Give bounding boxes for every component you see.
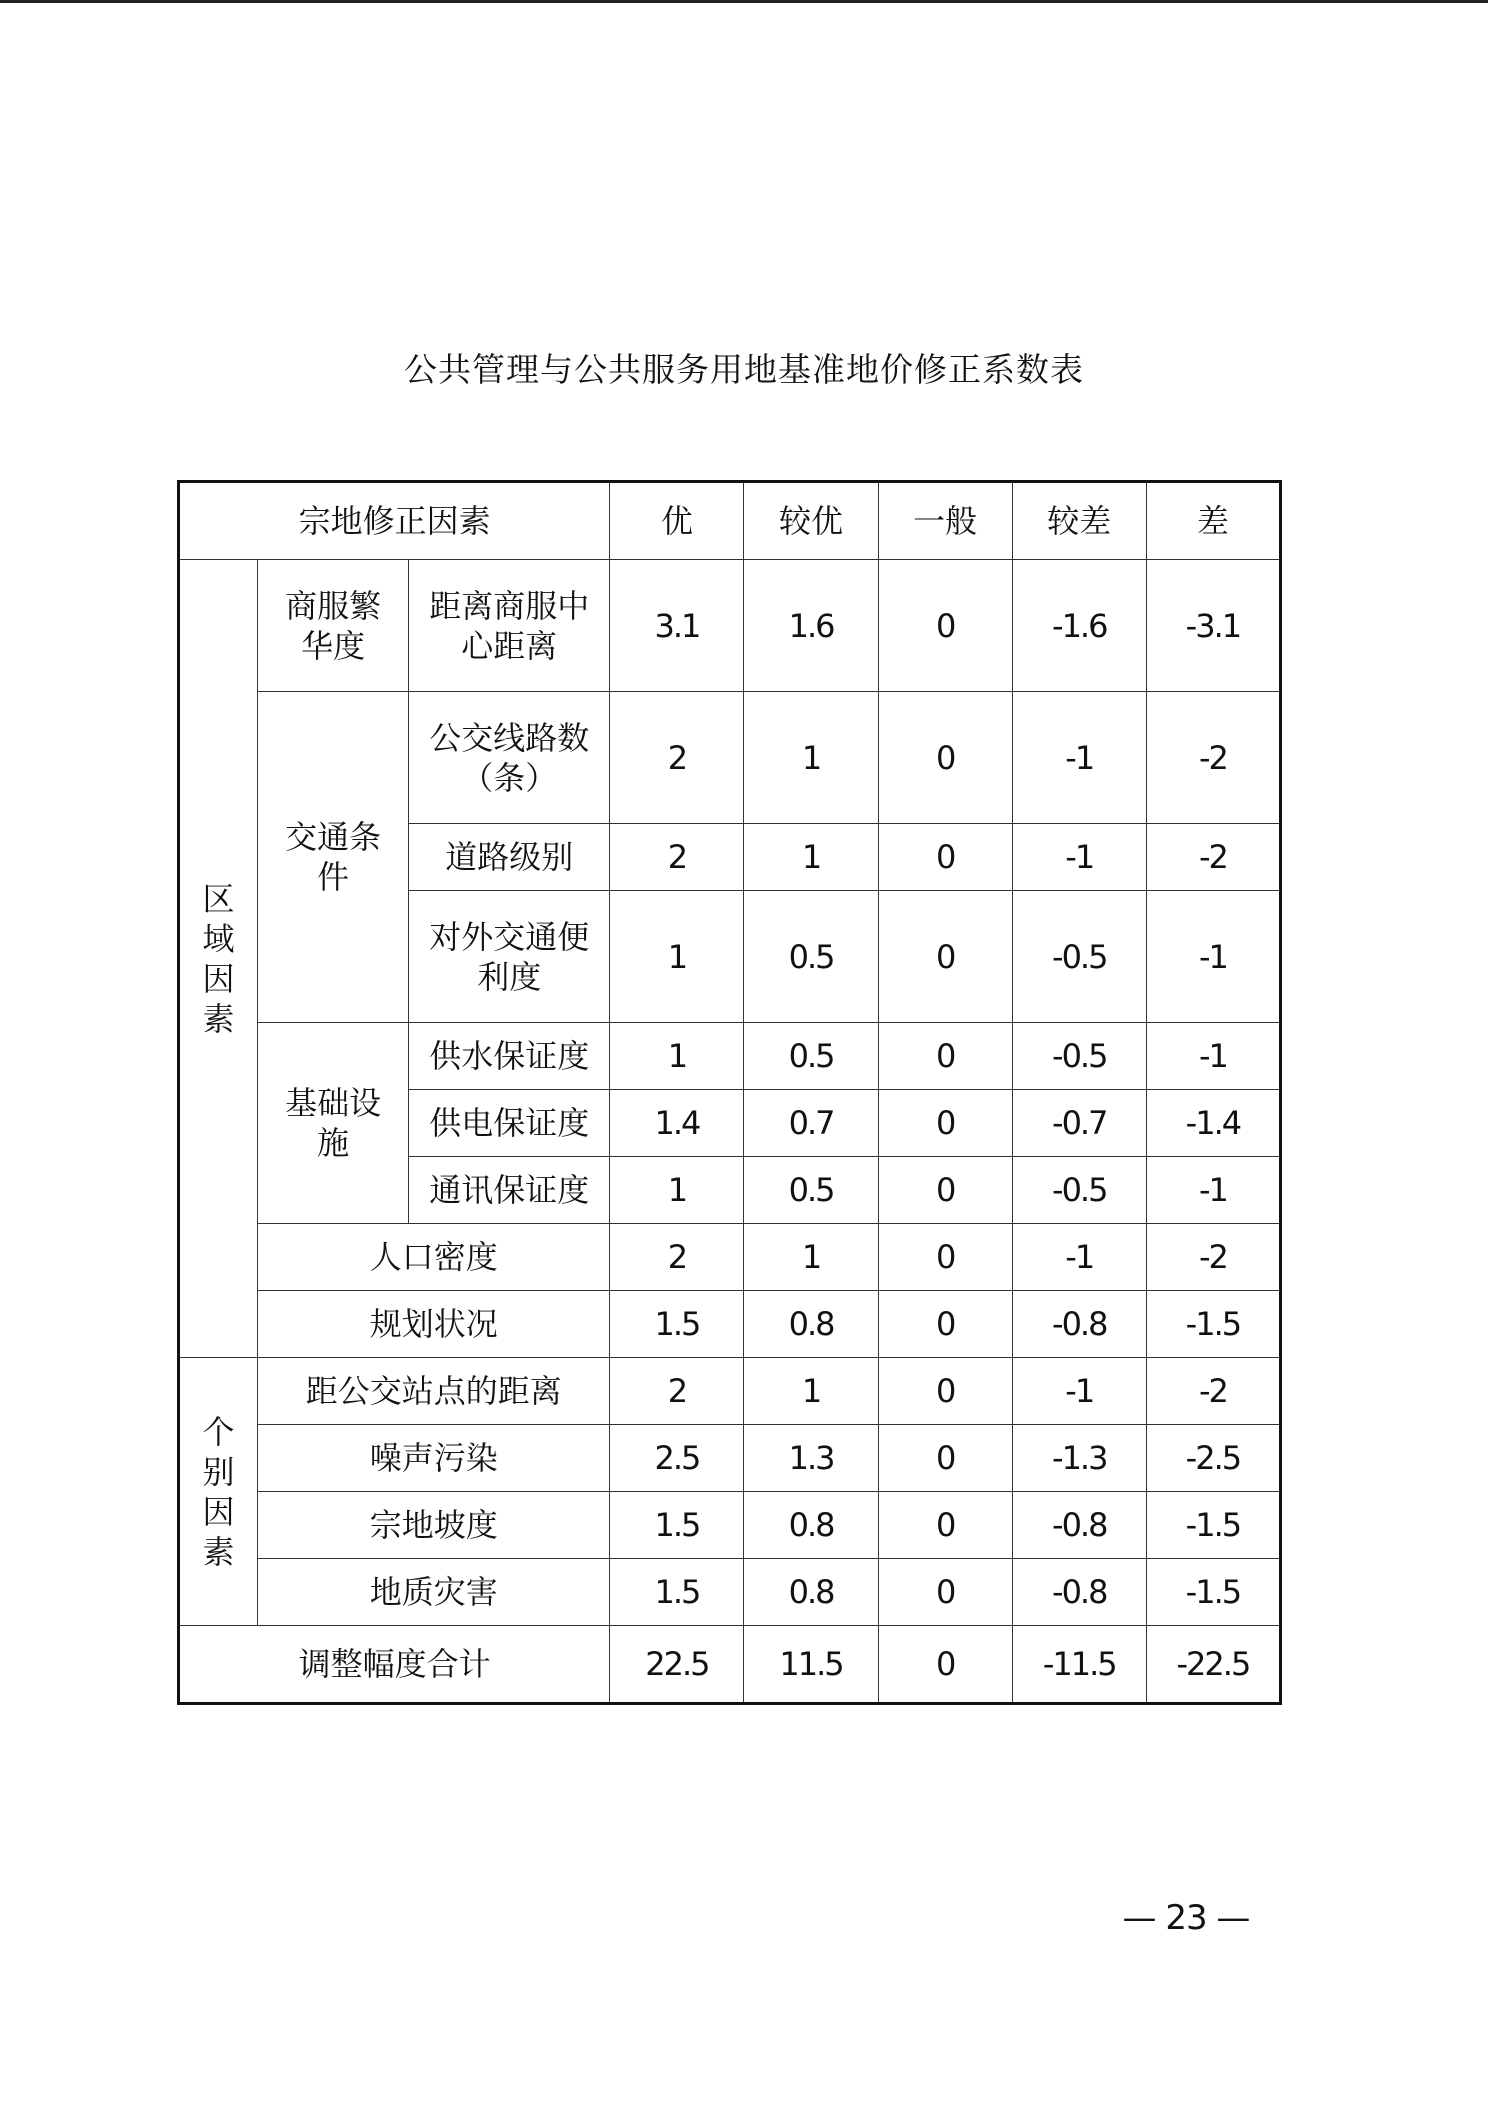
cell-value: 0 <box>878 1425 1012 1492</box>
table-row <box>179 560 1281 692</box>
cell-value: 1 <box>610 891 744 1023</box>
row-label: 地质灾害 <box>258 1559 610 1626</box>
row-label: 通讯保证度 <box>409 1157 610 1224</box>
cell-value: 1.6 <box>744 560 878 692</box>
cell-value: 0 <box>878 1559 1012 1626</box>
row-label: 公交线路数 （条） <box>409 692 610 824</box>
cell-value: -2 <box>1146 1224 1280 1291</box>
header-level: 差 <box>1146 482 1280 560</box>
row-label: 噪声污染 <box>258 1425 610 1492</box>
cell-value: 0.5 <box>744 891 878 1023</box>
cell-value: 0 <box>878 1090 1012 1157</box>
cell-value: -0.5 <box>1012 891 1146 1023</box>
total-value: -22.5 <box>1146 1626 1280 1704</box>
cell-value: 1.4 <box>610 1090 744 1157</box>
cell-value: 0 <box>878 692 1012 824</box>
correction-coefficient-table <box>177 480 1282 1705</box>
cell-value: -1 <box>1012 824 1146 891</box>
cell-value: 0.8 <box>744 1559 878 1626</box>
group-individual: 个 别 因 素 <box>179 1358 258 1626</box>
cell-value: 1 <box>744 1358 878 1425</box>
page-number: — 23 — <box>1122 1898 1250 1938</box>
cell-value: -0.5 <box>1012 1157 1146 1224</box>
cell-value: -1.4 <box>1146 1090 1280 1157</box>
cell-value: 0 <box>878 560 1012 692</box>
row-label: 道路级别 <box>409 824 610 891</box>
cell-value: 1 <box>744 1224 878 1291</box>
cell-value: -1.3 <box>1012 1425 1146 1492</box>
cell-value: -3.1 <box>1146 560 1280 692</box>
cell-value: -1.5 <box>1146 1492 1280 1559</box>
cell-value: 0.8 <box>744 1492 878 1559</box>
cell-value: 1 <box>610 1023 744 1090</box>
row-label: 距公交站点的距离 <box>258 1358 610 1425</box>
cell-value: -1 <box>1146 1157 1280 1224</box>
header-level: 一般 <box>878 482 1012 560</box>
table-row <box>179 1224 1281 1291</box>
row-label: 宗地坡度 <box>258 1492 610 1559</box>
cell-value: 1 <box>610 1157 744 1224</box>
cell-value: -1.5 <box>1146 1291 1280 1358</box>
cell-value: -2 <box>1146 1358 1280 1425</box>
cell-value: 2 <box>610 1224 744 1291</box>
cell-value: -1 <box>1012 692 1146 824</box>
table-row <box>179 1291 1281 1358</box>
cell-value: 0 <box>878 824 1012 891</box>
subgroup-commerce: 商服繁 华度 <box>258 560 409 692</box>
cell-value: 0.5 <box>744 1023 878 1090</box>
cell-value: 0 <box>878 1023 1012 1090</box>
total-value: 22.5 <box>610 1626 744 1704</box>
cell-value: 2 <box>610 824 744 891</box>
row-label: 供电保证度 <box>409 1090 610 1157</box>
cell-value: 1.5 <box>610 1291 744 1358</box>
top-rule <box>0 0 1488 3</box>
cell-value: 2 <box>610 1358 744 1425</box>
row-label: 人口密度 <box>258 1224 610 1291</box>
table-row <box>179 1559 1281 1626</box>
cell-value: -1 <box>1012 1224 1146 1291</box>
cell-value: 1.5 <box>610 1492 744 1559</box>
cell-value: 0.7 <box>744 1090 878 1157</box>
cell-value: -0.5 <box>1012 1023 1146 1090</box>
header-factor: 宗地修正因素 <box>179 482 610 560</box>
row-label: 对外交通便 利度 <box>409 891 610 1023</box>
table-row <box>179 692 1281 824</box>
cell-value: 0 <box>878 891 1012 1023</box>
cell-value: 2 <box>610 692 744 824</box>
cell-value: 1 <box>744 692 878 824</box>
header-level: 较差 <box>1012 482 1146 560</box>
row-label: 供水保证度 <box>409 1023 610 1090</box>
subgroup-traffic: 交通条 件 <box>258 692 409 1023</box>
cell-value: 0.8 <box>744 1291 878 1358</box>
cell-value: -0.8 <box>1012 1291 1146 1358</box>
header-level: 优 <box>610 482 744 560</box>
cell-value: -0.8 <box>1012 1559 1146 1626</box>
cell-value: 0.5 <box>744 1157 878 1224</box>
total-value: -11.5 <box>1012 1626 1146 1704</box>
page-title: 公共管理与公共服务用地基准地价修正系数表 <box>404 350 1084 389</box>
cell-value: -0.8 <box>1012 1492 1146 1559</box>
table-row <box>179 1023 1281 1090</box>
header-row <box>179 482 1281 560</box>
cell-value: 0 <box>878 1224 1012 1291</box>
cell-value: -1 <box>1146 891 1280 1023</box>
cell-value: -2 <box>1146 824 1280 891</box>
subgroup-infrastructure: 基础设 施 <box>258 1023 409 1224</box>
table-row <box>179 1492 1281 1559</box>
cell-value: 1.3 <box>744 1425 878 1492</box>
cell-value: -1 <box>1146 1023 1280 1090</box>
cell-value: 0 <box>878 1157 1012 1224</box>
header-level: 较优 <box>744 482 878 560</box>
cell-value: 3.1 <box>610 560 744 692</box>
row-label: 规划状况 <box>258 1291 610 1358</box>
total-value: 11.5 <box>744 1626 878 1704</box>
table-row <box>179 1358 1281 1425</box>
cell-value: 2.5 <box>610 1425 744 1492</box>
group-regional: 区 域 因 素 <box>179 560 258 1358</box>
cell-value: 0 <box>878 1291 1012 1358</box>
cell-value: -2 <box>1146 692 1280 824</box>
cell-value: 1 <box>744 824 878 891</box>
row-label: 距离商服中 心距离 <box>409 560 610 692</box>
cell-value: 1.5 <box>610 1559 744 1626</box>
total-row <box>179 1626 1281 1704</box>
cell-value: -1.5 <box>1146 1559 1280 1626</box>
cell-value: -0.7 <box>1012 1090 1146 1157</box>
cell-value: 0 <box>878 1358 1012 1425</box>
total-value: 0 <box>878 1626 1012 1704</box>
table-row <box>179 1425 1281 1492</box>
cell-value: 0 <box>878 1492 1012 1559</box>
cell-value: -2.5 <box>1146 1425 1280 1492</box>
cell-value: -1.6 <box>1012 560 1146 692</box>
cell-value: -1 <box>1012 1358 1146 1425</box>
total-label: 调整幅度合计 <box>179 1626 610 1704</box>
